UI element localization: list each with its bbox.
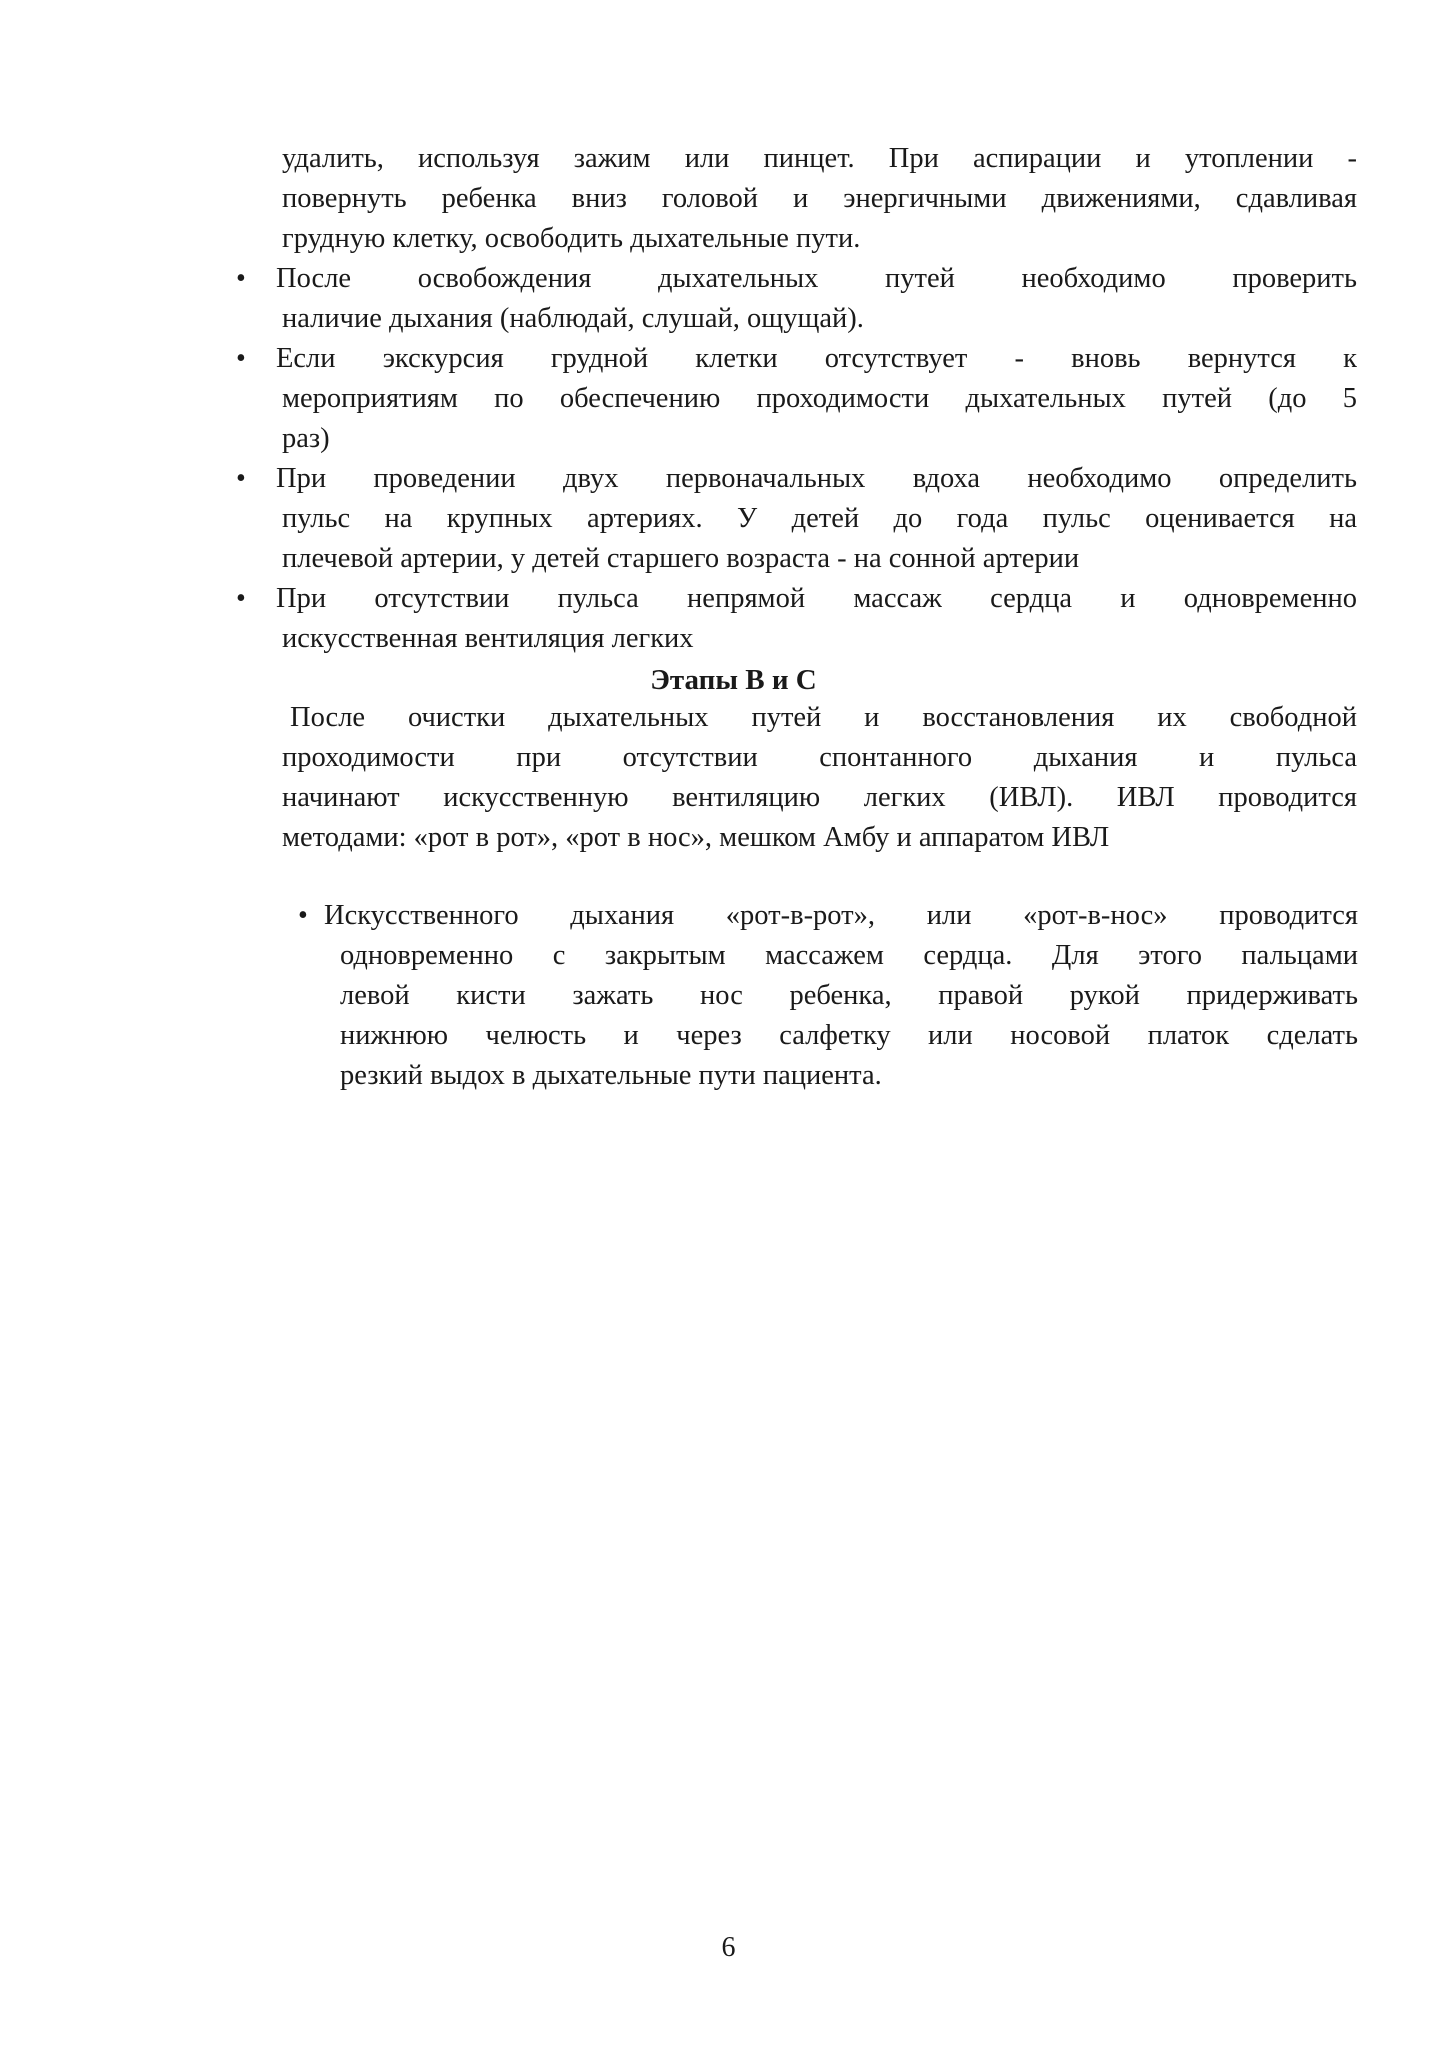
bullet-marker-1: • xyxy=(236,263,246,294)
section-heading: Этапы В и С xyxy=(650,664,817,696)
bullet-4-line-1: При отсутствии пульса непрямой массаж сердца и одновременно xyxy=(276,583,1357,614)
sub-bullet-line-4: нижнюю челюсть и через салфетку или носовой платок сделать xyxy=(340,1020,1358,1051)
sub-bullet-marker: • xyxy=(298,900,308,931)
sub-bullet-line-2: одновременно с закрытым массажем сердца. Для этого пальцами xyxy=(340,940,1358,971)
bullet-3-line-2: пульс на крупных артериях. У детей до года пульс оценивается на xyxy=(282,503,1357,534)
bullet-3-line-1: При проведении двух первоначальных вдоха необходимо определить xyxy=(276,463,1357,494)
intro-line-3: грудную клетку, освободить дыхательные пути. xyxy=(282,223,861,254)
sub-bullet-line-5: резкий выдох в дыхательные пути пациента. xyxy=(340,1060,882,1091)
intro-line-2: повернуть ребенка вниз головой и энергичными движениями, сдавливая xyxy=(282,183,1357,214)
bullet-2-line-1: Если экскурсия грудной клетки отсутствует - вновь вернутся к xyxy=(276,343,1357,374)
paragraph-line-3: начинают искусственную вентиляцию легких (ИВЛ). ИВЛ проводится xyxy=(282,782,1357,813)
sub-bullet-line-3: левой кисти зажать нос ребенка, правой рукой придерживать xyxy=(340,980,1358,1011)
paragraph-line-2: проходимости при отсутствии спонтанного дыхания и пульса xyxy=(282,742,1357,773)
bullet-marker-2: • xyxy=(236,343,246,374)
bullet-2-line-3: раз) xyxy=(282,423,330,454)
paragraph-line-1: После очистки дыхательных путей и восстановления их свободной xyxy=(290,702,1357,733)
page-number: 6 xyxy=(721,1932,736,1963)
bullet-3-line-3: плечевой артерии, у детей старшего возраста - на сонной артерии xyxy=(282,543,1080,574)
bullet-4-line-2: искусственная вентиляция легких xyxy=(282,623,694,654)
paragraph-line-4: методами: «рот в рот», «рот в нос», мешком Амбу и аппаратом ИВЛ xyxy=(282,822,1110,853)
bullet-marker-3: • xyxy=(236,463,246,494)
bullet-1-line-2: наличие дыхания (наблюдай, слушай, ощущай). xyxy=(282,303,864,334)
bullet-marker-4: • xyxy=(236,583,246,614)
sub-bullet-line-1: Искусственного дыхания «рот-в-рот», или «рот-в-нос» проводится xyxy=(324,900,1358,931)
bullet-2-line-2: мероприятиям по обеспечению проходимости дыхательных путей (до 5 xyxy=(282,383,1357,414)
bullet-1-line-1: После освобождения дыхательных путей необходимо проверить xyxy=(276,263,1357,294)
intro-line-1: удалить, используя зажим или пинцет. При аспирации и утоплении - xyxy=(282,143,1357,174)
